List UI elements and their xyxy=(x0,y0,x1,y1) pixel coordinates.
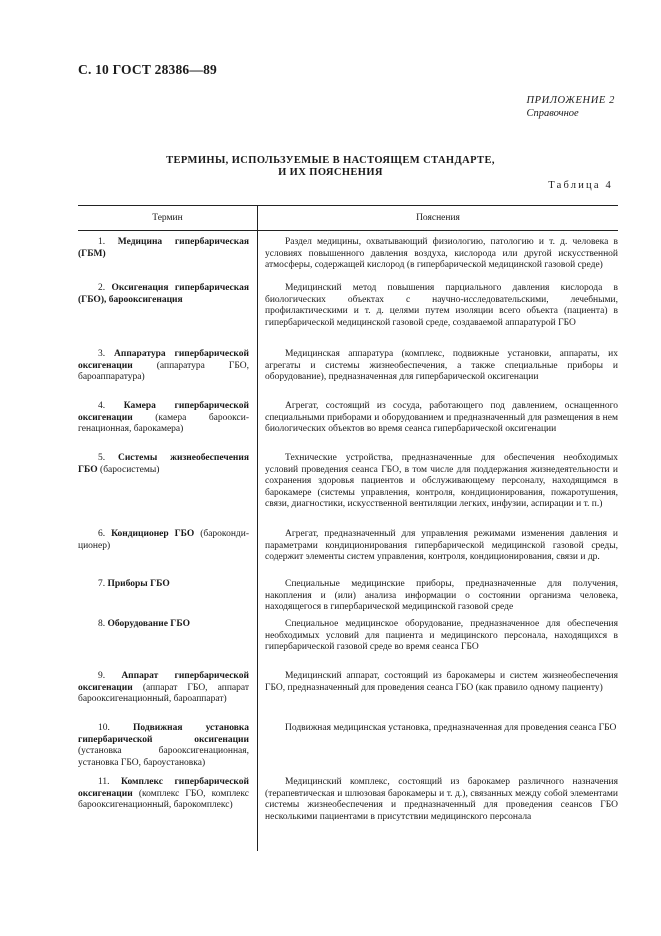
term-number: 6. xyxy=(98,529,106,539)
term-number: 10. xyxy=(98,723,110,733)
term-name: Аппаратура гипербарической оксигенации xyxy=(78,349,250,371)
table-label: Таблица 4 xyxy=(548,180,613,191)
term-cell xyxy=(78,453,257,511)
table-row xyxy=(78,723,618,769)
explanation-cell: Медицинский комплекс, состоящий из барокамер различного назначения (терапевтическая и шлюзовая барокамеры и т. д.), связанных между собой элементами системы жизнеобеспечения и предназначенный для проведения сеансов ГБО несколькими пациентами в присутствии медицинского персонала xyxy=(265,777,618,822)
explanation-cell: Специальные медицинские приборы, предназначенные для получения, накопления и (или) анализа информации о состоянии организма человека, находящегося в гипербарической медицинской газовой среде xyxy=(265,579,618,613)
term-name: Системы жизнеобеспечения ГБО xyxy=(78,453,250,475)
explanation-cell: Медицинский аппарат, состоящий из барокамеры и систем жизнеобеспечения ГБО, предназначенный для проведения сеанса ГБО (как правило одному пациенту) xyxy=(265,671,618,693)
table-header xyxy=(78,206,618,231)
term-synonyms: (баросистемы) xyxy=(100,464,160,475)
explanation-cell: Раздел медицины, охватывающий физиологию, патологию и т. д. человека в условиях повышенного давления воздуха, кислорода или другой искусственной атмосферы, содержащей кислород (в гипербарической медицинской газовой среде) xyxy=(265,237,618,271)
term-number: 8. xyxy=(98,619,106,629)
table-row xyxy=(78,237,618,272)
explanation-cell: Подвижная медицинская установка, предназначенная для проведения сеанса ГБО xyxy=(285,723,617,733)
term-number: 7. xyxy=(98,579,106,589)
term-cell xyxy=(78,619,257,654)
table-row xyxy=(78,777,618,823)
term-number: 4. xyxy=(98,401,106,411)
term-name: Комплекс гипербарической оксигенации xyxy=(78,777,249,799)
table-row xyxy=(78,349,618,384)
explanation-cell: Агрегат, состоящий из сосуда, работающего под давлением, оснащенного специальными приборами и оборудованием и предназначенный для размещения в нем биологических объектов во время сеанса гипербарической оксигенации xyxy=(265,401,618,435)
table-row xyxy=(78,283,618,329)
term-name: Аппарат гипербарической оксигенации xyxy=(78,671,250,693)
table-row xyxy=(78,619,618,654)
column-header-term: Термин xyxy=(78,206,258,230)
explanation-cell: Технические устройства, предназначенные для обеспечения необходимых условий проведения сеанса ГБО, в том числе для поддержания жизнедеятельности и сохранения здоровья пациентов и обслуживающему персоналу, находящимся в барокамере (системы управления, контроля, кондиционирования, пожаротушения, связи, диагностики, искусственной вентиляции легких, инфузии, аспирации и т. п.) xyxy=(265,453,618,510)
explanation-cell: Агрегат, предназначенный для управления режимами изменения давления и параметрами кондиционирования гипербарической медицинской газовой среды, содержит элементы систем управления, контроля, кондиционирования, связи и др. xyxy=(265,529,618,563)
column-header-explanation: Пояснения xyxy=(416,213,460,223)
term-synonyms: (аппаратура ГБО, бароаппаратура) xyxy=(78,360,249,383)
term-synonyms: (барокондиционер) xyxy=(78,529,249,551)
term-cell xyxy=(78,777,257,823)
term-name: Оборудование ГБО xyxy=(107,619,190,629)
table-row xyxy=(78,671,618,706)
term-name: Подвижная установка гипербарической оксигенации xyxy=(78,723,249,745)
term-number: 11. xyxy=(98,777,110,787)
document-title-line-2: И ИХ ПОЯСНЕНИЯ xyxy=(278,167,383,178)
term-cell xyxy=(78,349,257,384)
explanation-cell: Медицинский метод повышения парциального давления кислорода в биологических объектах с научно-исследовательскими, лечебными, профилактическими и т. д. целями путем изоляции всего объекта (пациента) в гипербарической медицинской газовой среде, создаваемой аппаратурой ГБО xyxy=(265,283,618,328)
term-number: 2. xyxy=(98,283,106,293)
term-synonyms: (комплекс ГБО, комплекс барооксигенационный, барокомплекс) xyxy=(78,788,249,811)
term-cell xyxy=(78,579,257,614)
term-number: 5. xyxy=(98,453,106,463)
table-body xyxy=(78,231,618,871)
table-row xyxy=(78,401,618,436)
term-name: Приборы ГБО xyxy=(107,579,170,589)
term-cell xyxy=(78,671,257,706)
table-row xyxy=(78,529,618,564)
term-number: 1. xyxy=(98,237,106,247)
term-cell xyxy=(78,529,257,564)
appendix-title: ПРИЛОЖЕНИЕ 2 xyxy=(526,95,615,106)
page-header: С. 10 ГОСТ 28386—89 xyxy=(78,62,217,77)
term-number: 3. xyxy=(98,349,106,359)
term-cell xyxy=(78,401,257,436)
term-synonyms: (камера барооксигенационная, барокамера) xyxy=(78,412,249,435)
explanation-cell: Специальное медицинское оборудование, предназначенное для обеспечения необходимых условий для пациента и медицинского персонала, находящихся в гипербарической газовой среде во время сеанса ГБО xyxy=(265,619,618,653)
table-row xyxy=(78,453,618,511)
document-title xyxy=(0,155,661,179)
terms-table xyxy=(78,205,618,871)
term-cell xyxy=(78,237,257,272)
term-synonyms: (аппарат ГБО, аппарат барооксигенационный, бароаппарат) xyxy=(78,682,249,705)
term-name: Камера гипербарической оксигенации xyxy=(78,401,250,423)
table-row xyxy=(78,579,618,614)
term-number: 9. xyxy=(98,671,106,681)
term-cell xyxy=(78,283,257,329)
document-title-line-1: ТЕРМИНЫ, ИСПОЛЬЗУЕМЫЕ В НАСТОЯЩЕМ СТАНДАРТЕ, xyxy=(166,155,495,166)
term-name: Медицина гипербарическая (ГБМ) xyxy=(78,237,249,259)
appendix-label xyxy=(526,94,615,120)
term-name: Оксигенация гипербарическая (ГБО), барооксигенация xyxy=(78,283,249,305)
appendix-subtitle: Справочное xyxy=(526,108,579,119)
explanation-cell: Медицинская аппаратура (комплекс, подвижные установки, аппараты, их агрегаты и системы жизнеобеспечения, а также специальные приборы и оборудование), предназначенная для гипербарической оксигенации xyxy=(265,349,618,383)
term-synonyms: (установка барооксигенационная, установка ГБО, бароустановка) xyxy=(78,746,249,768)
term-cell xyxy=(78,723,257,769)
term-name: Кондиционер ГБО xyxy=(111,529,195,539)
